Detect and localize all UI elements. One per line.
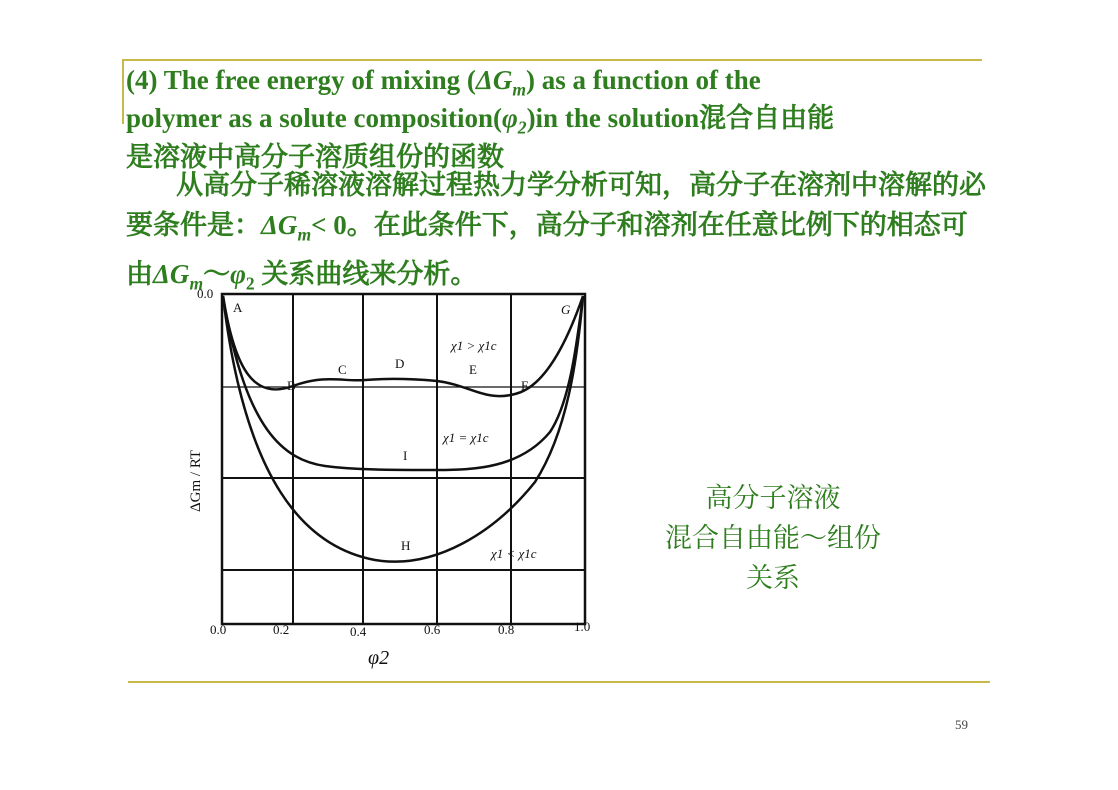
title-line1-b: ) as a function of the: [526, 65, 761, 95]
para-rel-sub: m: [189, 273, 204, 294]
top-rule: [122, 59, 982, 61]
title-phi: φ: [502, 103, 518, 134]
para-part2: 。在此条件下，高分子和溶剂在任意比例下的相态可由: [126, 210, 968, 290]
bottom-rule: [128, 681, 990, 683]
page-number: 59: [955, 717, 968, 732]
x-axis-label: φ2: [368, 647, 390, 669]
para-part1: 从高分子稀溶液溶解过程热力学分析可知，高分子在溶剂中溶解的必要条件是：: [126, 170, 986, 240]
side-caption-line3: 关系: [746, 563, 800, 593]
x-tick-2: 0.4: [350, 624, 367, 639]
curve-middle: [223, 296, 583, 470]
point-label-c: C: [338, 362, 347, 377]
side-caption-line2: 混合自由能～组份: [665, 523, 881, 553]
curve-lower: [223, 296, 583, 562]
para-cond-sub: m: [297, 224, 312, 245]
point-label-h: H: [401, 538, 411, 553]
slide-title: [126, 66, 996, 172]
title-delta-g: ΔG: [475, 65, 513, 95]
x-tick-3: 0.6: [424, 622, 441, 637]
point-label-g: G: [561, 302, 571, 317]
curve-label-middle: χ1 = χ1c: [443, 430, 489, 445]
curve-label-lower: χ1 < χ1c: [491, 546, 537, 561]
left-rule: [122, 59, 124, 124]
y-axis-label: ΔGm / RT: [188, 449, 204, 512]
curve-label-upper: χ1 > χ1c: [451, 338, 497, 353]
para-cond-rest: < 0: [311, 210, 347, 240]
para-rel-tilde: ～: [203, 259, 231, 290]
title-line3: 是溶液中高分子溶质组份的函数: [126, 141, 504, 172]
curve-upper: [223, 296, 583, 396]
title-line1-a: (4) The free energy of mixing (: [126, 65, 476, 95]
x-tick-4: 0.8: [498, 622, 515, 637]
free-energy-figure: [175, 282, 605, 682]
x-tick-1: 0.2: [273, 622, 290, 637]
side-caption-line1: 高分子溶液: [705, 483, 841, 513]
x-tick-5: 1.0: [574, 619, 591, 634]
x-tick-0: 0.0: [210, 622, 227, 637]
point-label-b: B: [287, 378, 296, 393]
point-label-f: F: [521, 378, 529, 393]
y-top-label: 0.0: [197, 286, 214, 301]
point-label-i: I: [403, 448, 408, 463]
para-rel-sym: ΔG: [153, 259, 190, 290]
title-line2-b: )in the solution混合自由能: [526, 103, 835, 134]
title-phi-sub: 2: [517, 117, 527, 138]
para-rel-phi: φ: [230, 259, 246, 290]
para-cond-sym: ΔG: [261, 210, 298, 240]
point-label-d: D: [395, 356, 405, 371]
point-label-a: A: [233, 300, 243, 315]
para-part3: 关系曲线来分析。: [254, 259, 478, 290]
title-delta-g-sub: m: [512, 79, 526, 100]
point-label-e: E: [469, 362, 477, 377]
side-caption: [628, 478, 918, 598]
para-rel-phi-sub: 2: [245, 273, 255, 294]
title-line2-a: polymer as a solute composition(: [126, 103, 502, 134]
